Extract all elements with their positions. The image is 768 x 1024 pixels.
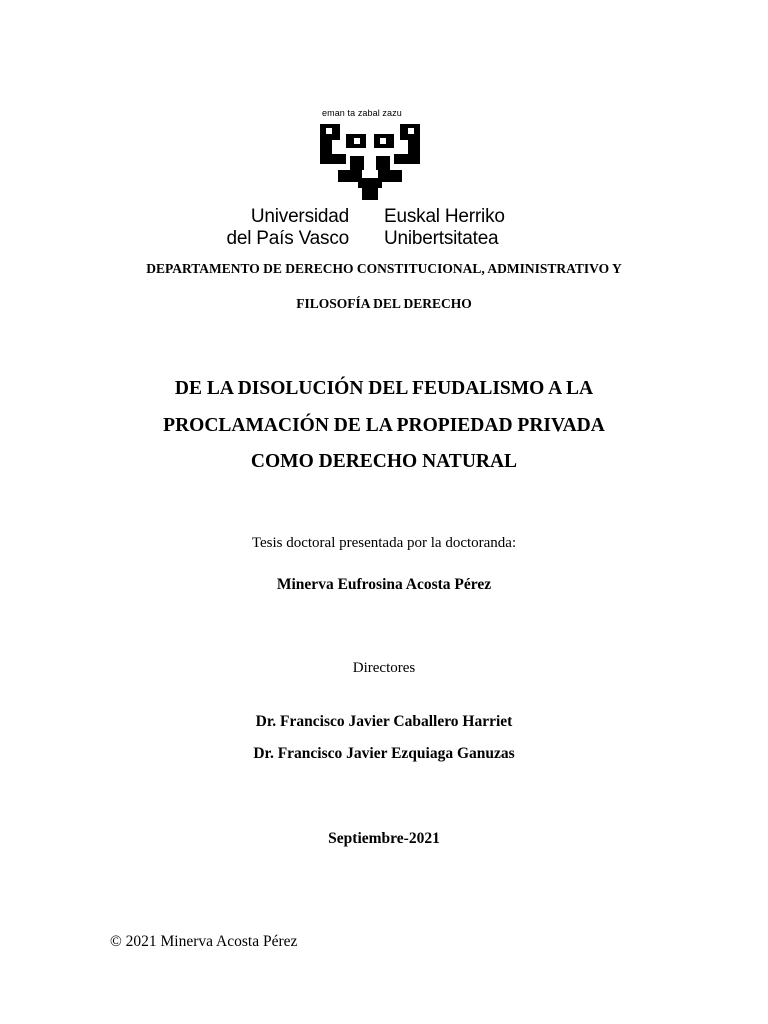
logo-motto: eman ta zabal zazu [322, 108, 402, 118]
thesis-title-line-2: PROCLAMACIÓN DE LA PROPIEDAD PRIVADA [163, 415, 605, 436]
director-2: Dr. Francisco Javier Ezquiaga Ganuzas [253, 745, 515, 762]
university-emblem-logo [318, 124, 422, 200]
director-1: Dr. Francisco Javier Caballero Harriet [255, 713, 513, 730]
thesis-date: Septiembre-2021 [328, 830, 440, 847]
department-line-2: FILOSOFÍA DEL DERECHO [296, 296, 472, 311]
department-line-1: DEPARTAMENTO DE DERECHO CONSTITUCIONAL, ADMINISTRATIVO Y [146, 261, 622, 276]
logo-name-eu-line1: Euskal Herriko [384, 206, 505, 227]
thesis-title-line-3: COMO DERECHO NATURAL [250, 451, 518, 472]
logo-name-spanish [207, 206, 349, 250]
logo-name-es-line2: del País Vasco [226, 228, 349, 249]
copyright-notice: © 2021 Minerva Acosta Pérez [110, 933, 298, 950]
author-name: Minerva Eufrosina Acosta Pérez [276, 576, 492, 593]
logo-name-basque [384, 206, 544, 250]
directors-label: Directores [352, 660, 416, 676]
presented-by-label: Tesis doctoral presentada por la doctoranda: [251, 535, 517, 551]
logo-name-eu-line2: Unibertsitatea [384, 228, 499, 249]
logo-name-es-line1: Universidad [250, 206, 349, 227]
thesis-title-line-1: DE LA DISOLUCIÓN DEL FEUDALISMO A LA [174, 378, 594, 399]
